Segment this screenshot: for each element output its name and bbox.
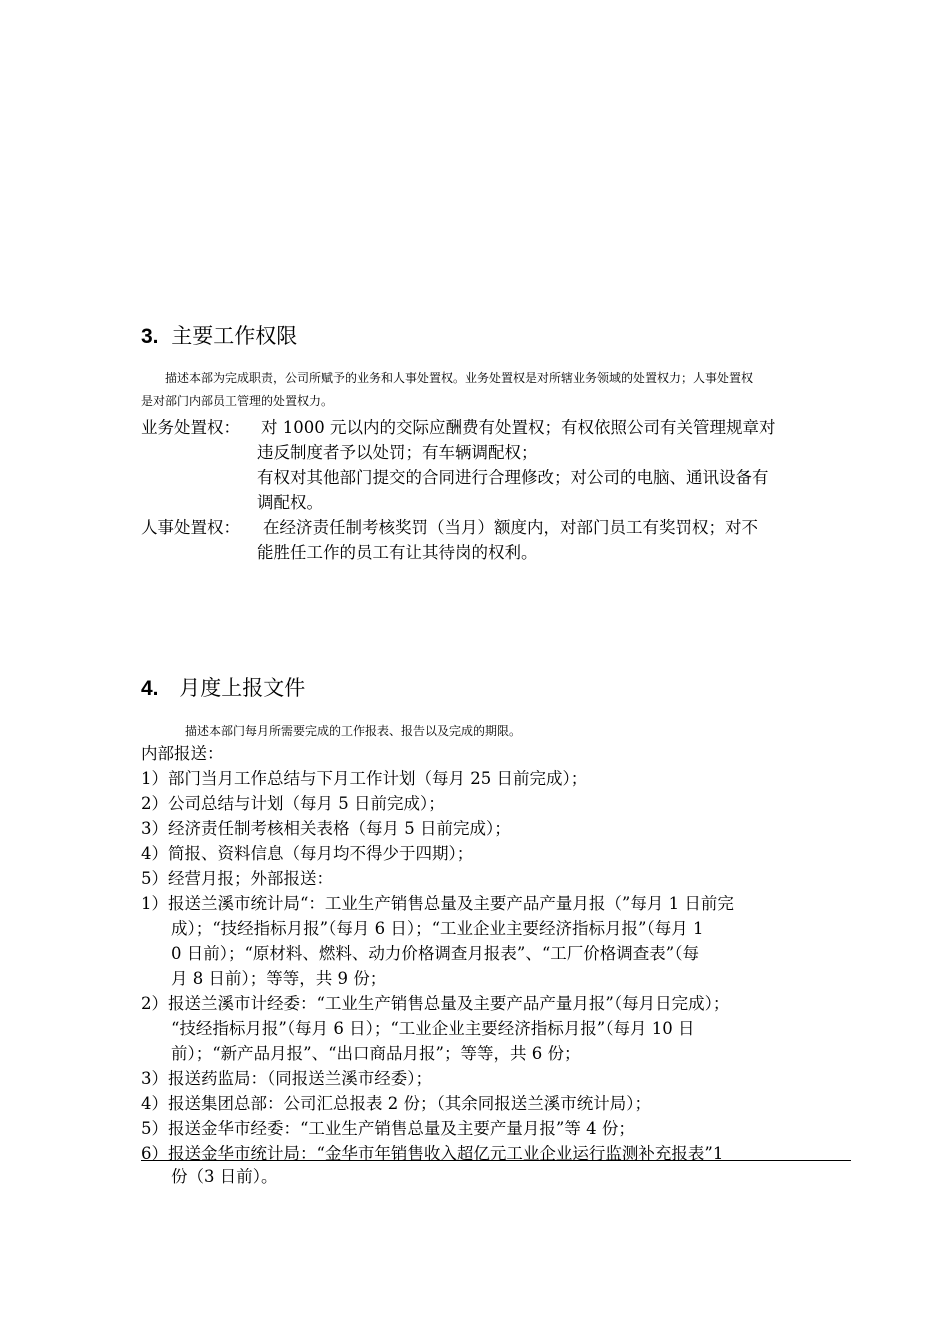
section-number: 3. — [141, 325, 159, 348]
section-3-heading — [141, 320, 297, 350]
report-list-item: 2）报送兰溪市计经委：“工业生产销售总量及主要产品产量月报”（每月日完成）； — [141, 994, 730, 1013]
section-3-description-line-1: 描述本部为完成职责，公司所赋予的业务和人事处置权。业务处置权是对所辖业务领域的处置权力；人事处置权 — [165, 371, 754, 385]
report-list-item: 3）经济责任制考核相关表格（每月 5 日前完成）； — [141, 819, 511, 838]
section-title: 主要工作权限 — [171, 324, 298, 348]
report-list-item: 1）部门当月工作总结与下月工作计划（每月 25 日前完成）； — [141, 769, 588, 788]
section-number: 4. — [141, 677, 159, 700]
report-list-item-continuation: 0 日前）；“原材料、燃料、动力价格调查月报表”、“工厂价格调查表”（每 — [171, 944, 699, 963]
report-list-item: 2）公司总结与计划（每月 5 日前完成）； — [141, 794, 445, 813]
report-list-item: 3）报送药监局：（同报送兰溪市经委）； — [141, 1069, 432, 1088]
section-title: 月度上报文件 — [179, 676, 306, 700]
horizontal-rule — [141, 1160, 851, 1161]
report-list-item: 4）简报、资料信息（每月均不得少于四期）； — [141, 844, 474, 863]
report-list-item-continuation: “技经指标月报”（每月 6 日）；“工业企业主要经济指标月报”（每月 10 日 — [171, 1019, 695, 1038]
report-list-item: 5）经营月报；外部报送： — [141, 869, 333, 888]
section-3-description-line-2: 是对部门内部员工管理的处置权力。 — [141, 394, 334, 408]
report-list-item-continuation: 成）；“技经指标月报”（每月 6 日）；“工业企业主要经济指标月报”（每月 1 — [171, 919, 704, 938]
report-list-item: 4）报送集团总部：公司汇总报表 2 份；（其余同报送兰溪市统计局）； — [141, 1094, 651, 1113]
business-authority-line: 有权对其他部门提交的合同进行合理修改；对公司的电脑、通讯设备有 — [257, 468, 769, 487]
report-list-item: 5）报送金华市经委：“工业生产销售总量及主要产量月报”等 4 份； — [141, 1119, 635, 1138]
report-list-item-continuation: 月 8 日前）；等等，共 9 份； — [171, 969, 387, 988]
business-authority-line: 对 1000 元以内的交际应酬费有处置权；有权依照公司有关管理规章对 — [261, 418, 776, 437]
report-list-item-continuation: 份（3 日前）。 — [171, 1167, 278, 1186]
personnel-authority-label: 人事处置权： — [141, 518, 240, 537]
internal-report-label: 内部报送： — [141, 744, 224, 763]
business-authority-line: 调配权。 — [257, 493, 323, 512]
personnel-authority-line: 在经济责任制考核奖罚（当月）额度内，对部门员工有奖罚权；对不 — [263, 518, 758, 537]
section-4-heading — [141, 672, 305, 702]
report-list-item: 6）报送金华市统计局：“金华市年销售收入超亿元工业企业运行监测补充报表”1 — [141, 1144, 724, 1163]
section-4-description: 描述本部门每月所需要完成的工作报表、报告以及完成的期限。 — [185, 724, 522, 738]
report-list-item: 1）报送兰溪市统计局“：工业生产销售总量及主要产品产量月报（”每月 1 日前完 — [141, 894, 734, 913]
business-authority-label: 业务处置权： — [141, 418, 240, 437]
business-authority-line: 违反制度者予以处罚；有车辆调配权； — [257, 443, 538, 462]
personnel-authority-line: 能胜任工作的员工有让其待岗的权利。 — [257, 543, 538, 562]
report-list-item-continuation: 前）；“新产品月报”、“出口商品月报”；等等，共 6 份； — [171, 1044, 581, 1063]
